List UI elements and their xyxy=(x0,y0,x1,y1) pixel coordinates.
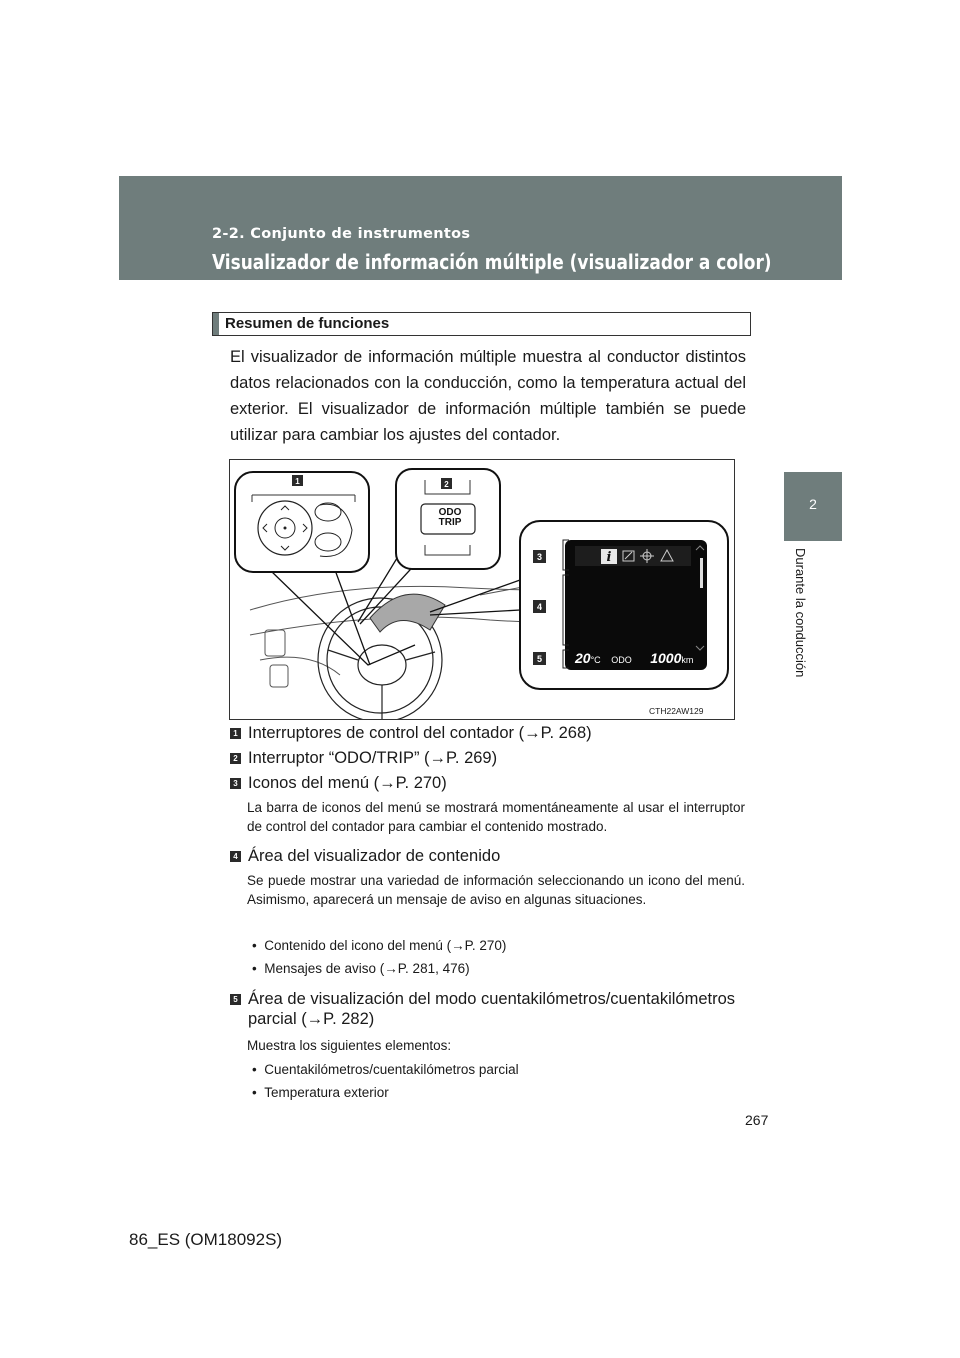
cluster-shape xyxy=(370,594,445,632)
svg-text:5: 5 xyxy=(536,654,543,664)
instrument-illustration xyxy=(230,460,734,719)
svg-text:3: 3 xyxy=(536,552,543,562)
callout-badge: 4 xyxy=(230,851,241,862)
bullet-item: • Mensajes de aviso (→P. 281, 476) xyxy=(252,961,470,976)
callout-text: Área del visualizador de contenido xyxy=(248,847,501,865)
section-label: 2-2. Conjunto de instrumentos xyxy=(212,226,471,242)
odometer-value: 1000 xyxy=(650,650,682,666)
odo-trip-button-label: ODO TRIP xyxy=(438,507,462,528)
callout-text: Área de visualización del modo cuentakilómetros/cuentakilómetros xyxy=(248,990,735,1008)
callout-note-5: Muestra los siguientes elementos: xyxy=(247,1038,452,1053)
heading-marker xyxy=(213,313,219,335)
page-title: Visualizador de información múltiple (visualizador a color) xyxy=(212,250,772,274)
intro-paragraph: El visualizador de información múltiple muestra al conductor distintos datos relacionados con la conducción, como la temperatura actual del exterior. El visualizador de información múltiple también se puede utilizar para cambiar los ajustes del contador. xyxy=(230,348,746,444)
svg-text:4: 4 xyxy=(536,602,543,612)
chapter-number: 2 xyxy=(809,496,817,512)
instrument-figure xyxy=(229,459,735,720)
section-heading-text: Resumen de funciones xyxy=(225,315,390,332)
svg-text:1: 1 xyxy=(295,477,300,486)
temp-unit: °C xyxy=(590,655,601,665)
callout-note-4: Se puede mostrar una variedad de información seleccionando un icono del menú. Asimismo, aparecerá un mensaje de aviso en algunas situaciones. xyxy=(247,873,745,907)
odo-mode-label: ODO xyxy=(611,655,632,665)
section-heading xyxy=(212,312,751,336)
bullet-item: • Cuentakilómetros/cuentakilómetros parcial xyxy=(252,1062,519,1077)
figure-code: CTH22AW129 xyxy=(649,706,704,716)
callout-text: Interruptores de control del contador (→P. 268) xyxy=(248,724,592,742)
display-status-bar xyxy=(575,650,693,666)
callout-badge: 2 xyxy=(230,753,241,764)
callout-text: Interruptor “ODO/TRIP” (→P. 269) xyxy=(248,749,498,767)
odometer-unit: km xyxy=(681,655,694,665)
bullet-item: • Contenido del icono del menú (→P. 270) xyxy=(252,938,507,953)
callout-badge: 5 xyxy=(230,994,241,1005)
callout-badge: 1 xyxy=(230,728,241,739)
control-switch-detail xyxy=(235,472,369,572)
chapter-label: Durante la conducción xyxy=(793,548,808,678)
callout-text-cont: parcial (→P. 282) xyxy=(248,1010,375,1028)
svg-text:2: 2 xyxy=(444,480,449,489)
callout-badge: 3 xyxy=(230,778,241,789)
scrollbar xyxy=(700,558,703,588)
callout-item-5-cont xyxy=(248,1006,374,1032)
callout-note-3: La barra de iconos del menú se mostrará momentáneamente al usar el interruptor de control del contador para cambiar el contenido mostrado. xyxy=(247,800,745,834)
bullet-item: • Temperatura exterior xyxy=(252,1085,389,1100)
info-icon: i xyxy=(606,550,612,565)
page-number: 267 xyxy=(745,1112,769,1128)
outside-temp: 20 xyxy=(575,650,591,666)
document-code: 86_ES (OM18092S) xyxy=(129,1230,283,1249)
callout-text: Iconos del menú (→P. 270) xyxy=(248,774,447,792)
